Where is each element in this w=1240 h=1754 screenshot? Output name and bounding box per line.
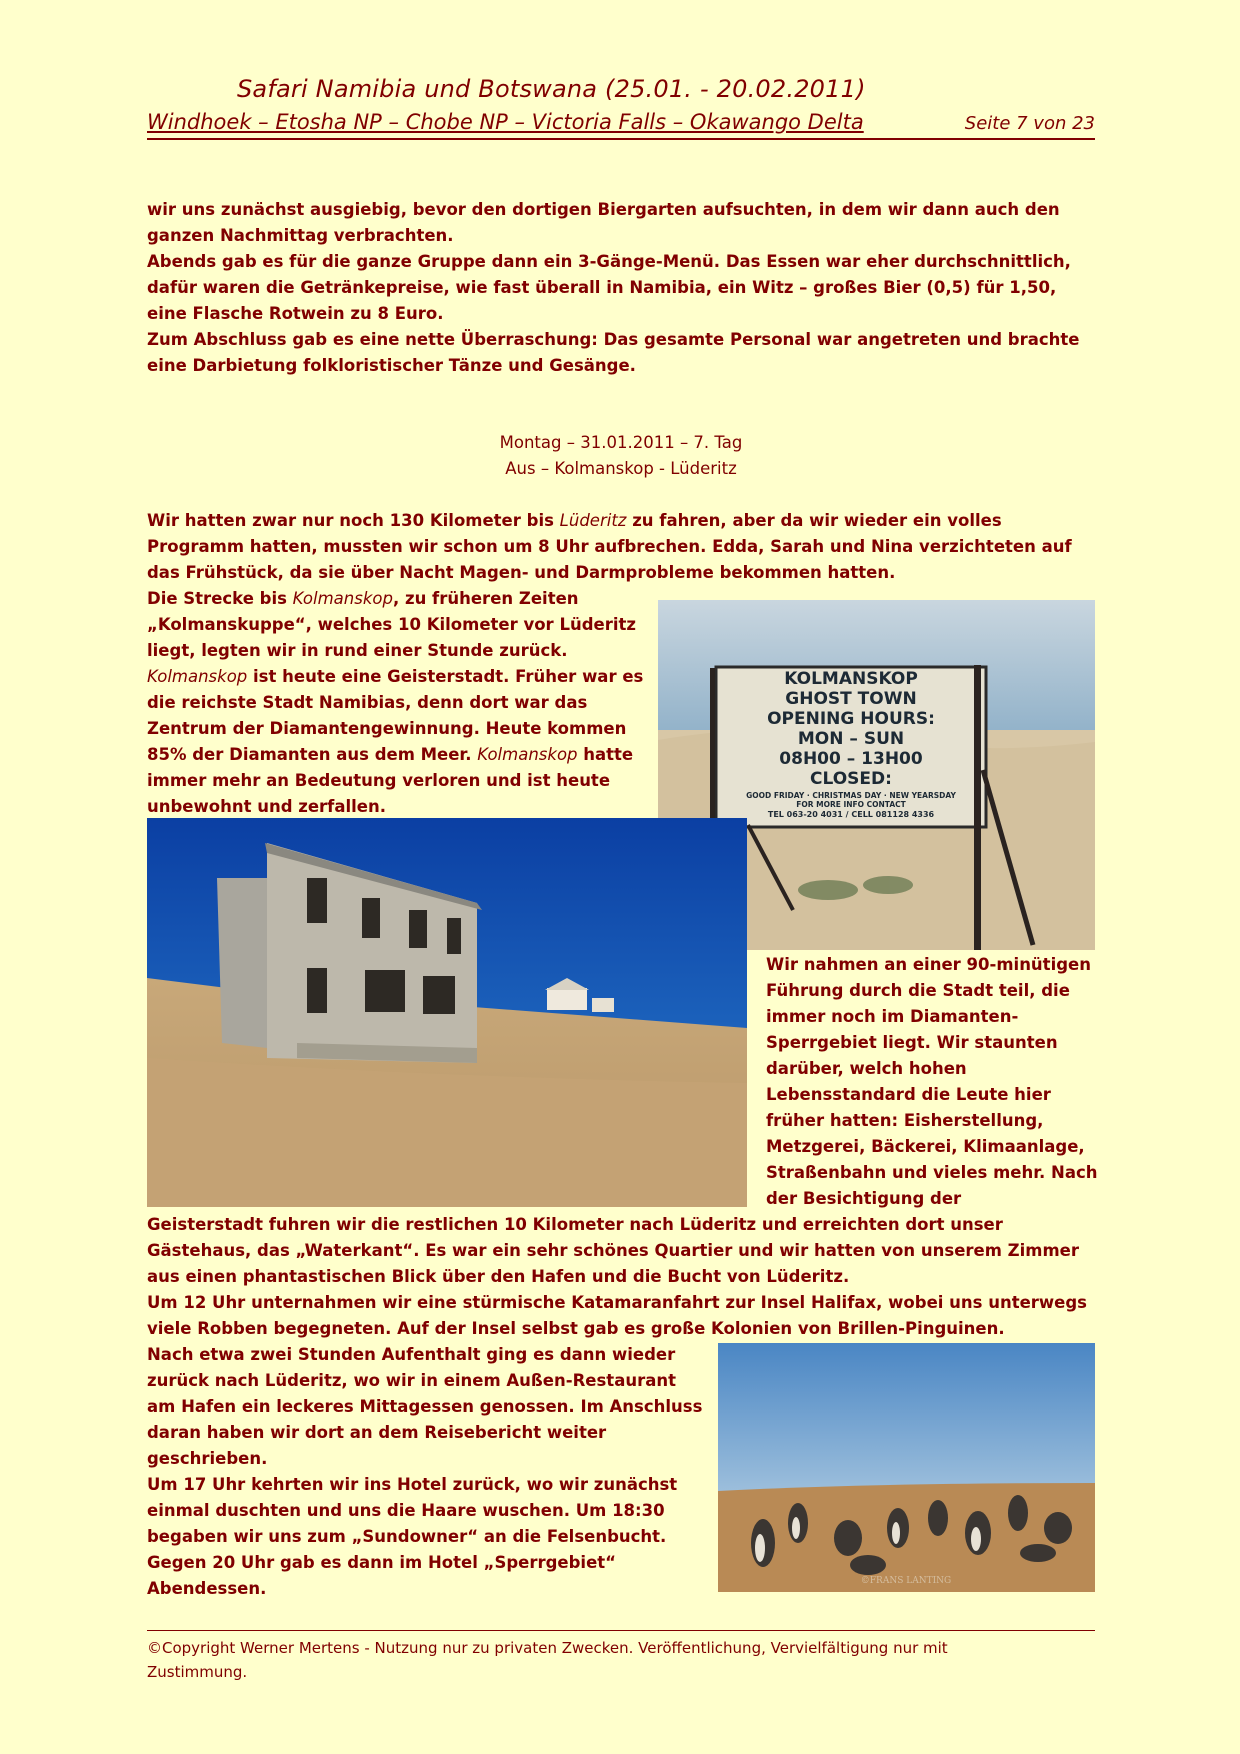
svg-text:KOLMANSKOP: KOLMANSKOP bbox=[784, 669, 918, 689]
paragraph: Um 17 Uhr kehrten wir ins Hotel zurück, wo wir zunächst einmal duschten und uns die Haare wuschen. Um 18:30 begaben wir uns zum „Sundowner“ an die Felsenbucht. Gegen 20 Uhr gab es dann im Hotel „Sperrgebiet“ Abendessen. bbox=[147, 1475, 678, 1598]
section-1-kolmanskop bbox=[147, 586, 647, 820]
ghost-town-house-photo bbox=[147, 818, 747, 1207]
penguin-colony-photo bbox=[718, 1343, 1095, 1592]
day-heading-route: Aus – Kolmanskop - Lüderitz bbox=[505, 459, 737, 478]
paragraph: Abends gab es für die ganze Gruppe dann ein 3-Gänge-Menü. Das Essen war eher durchschnittlich, dafür waren die Getränkepreise, wie fast überall in Namibia, ein Witz – großes Bier (0,5) für 1,50, eine Flasche Rotwein zu 8 Euro. bbox=[147, 252, 1071, 323]
paragraph: wir uns zunächst ausgiebig, bevor den dortigen Biergarten aufsuchten, in dem wir dann auch den ganzen Nachmittag verbrachten. bbox=[147, 200, 1060, 245]
paragraph: Zum Abschluss gab es eine nette Überraschung: Das gesamte Personal war angetreten und brachte eine Darbietung folkloristischer Tänze und Gesänge. bbox=[147, 330, 1080, 375]
day-heading-date: Montag – 31.01.2011 – 7. Tag bbox=[499, 433, 743, 452]
section-3-text bbox=[147, 1342, 707, 1602]
paragraph: Kolmanskop ist heute eine Geisterstadt. Früher war es die reichste Stadt Namibias, denn dort war das Zentrum der Diamantengewinnung. Heute kommen 85% der Diamanten aus dem Meer. Kolmanskop hatte immer mehr an Bedeutung verloren und ist heute unbewohnt und zerfallen. bbox=[147, 667, 644, 816]
paragraph: Wir hatten zwar nur noch 130 Kilometer bis Lüderitz zu fahren, aber da wir wieder ein volles Programm hatten, mussten wir schon um 8 Uhr aufbrechen. Edda, Sarah und Nina verzichteten auf das Frühstück, da sie über Nacht Magen- und Darmprobleme bekommen hatten. bbox=[147, 511, 1072, 582]
svg-text:©FRANS LANTING: ©FRANS LANTING bbox=[860, 1576, 952, 1586]
paragraph: Um 12 Uhr unternahmen wir eine stürmische Katamaranfahrt zur Insel Halifax, wobei uns unterwegs viele Robben begegneten. Auf der Insel selbst gab es große Kolonien von Brillen-Pinguinen. bbox=[147, 1293, 1087, 1338]
svg-text:OPENING HOURS:: OPENING HOURS: bbox=[767, 709, 935, 729]
section-2-side-text bbox=[766, 952, 1106, 1212]
paragraph: Nach etwa zwei Stunden Aufenthalt ging es dann wieder zurück nach Lüderitz, wo wir in einem Außen-Restaurant am Hafen ein leckeres Mittagessen genossen. Im Anschluss daran haben wir dort an dem Reisebericht weiter geschrieben. bbox=[147, 1345, 703, 1468]
section-2-text bbox=[147, 1212, 1097, 1342]
paragraph: Wir nahmen an einer 90-minütigen Führung durch die Stadt teil, die immer noch im Diamanten-Sperrgebiet liegt. Wir staunten darüber, welch hohen Lebensstandard die Leute hier früher hatten: Eisherstellung, Metzgerei, Bäckerei, Klimaanlage, Straßenbahn und vieles mehr. Nach der Besichtigung der bbox=[766, 955, 1098, 1208]
copyright-footer: ©Copyright Werner Mertens - Nutzung nur zu privaten Zwecken. Veröffentlichung, Vervielfältigung nur mit Zustimmung. bbox=[147, 1639, 948, 1681]
svg-text:GHOST TOWN: GHOST TOWN bbox=[785, 689, 917, 709]
page-number: Seite 7 von 23 bbox=[964, 113, 1095, 134]
svg-text:MON – SUN: MON – SUN bbox=[797, 729, 905, 749]
section-1-intro bbox=[147, 508, 1097, 586]
document-title: Safari Namibia und Botswana (25.01. - 20.02.2011) bbox=[237, 75, 866, 103]
svg-text:GOOD FRIDAY · CHRISTMAS DAY ·: GOOD FRIDAY · CHRISTMAS DAY · NEW YEARSDAY bbox=[746, 791, 956, 800]
intro-text bbox=[147, 197, 1097, 379]
svg-text:08H00 – 13H00: 08H00 – 13H00 bbox=[779, 749, 923, 769]
header-route-bar bbox=[147, 110, 1095, 140]
route-subtitle: Windhoek – Etosha NP – Chobe NP – Victoria Falls – Okawango Delta bbox=[147, 110, 864, 134]
house-photo-image bbox=[147, 818, 747, 1207]
paragraph: Die Strecke bis Kolmanskop, zu früheren Zeiten „Kolmanskuppe“, welches 10 Kilometer vor Lüderitz liegt, legten wir in rund einer Stunde zurück. bbox=[147, 589, 636, 660]
svg-text:TEL 063-20 4031 / CELL 081128: TEL 063-20 4031 / CELL 081128 4336 bbox=[767, 810, 935, 819]
penguin-photo-image bbox=[718, 1343, 1095, 1592]
footer-divider bbox=[147, 1630, 1095, 1631]
svg-text:CLOSED:: CLOSED: bbox=[810, 769, 892, 789]
day-heading bbox=[147, 430, 1095, 482]
svg-text:FOR MORE INFO CONTACT: FOR MORE INFO CONTACT bbox=[796, 800, 906, 809]
paragraph: Geisterstadt fuhren wir die restlichen 10 Kilometer nach Lüderitz und erreichten dort unser Gästehaus, das „Waterkant“. Es war ein sehr schönes Quartier und wir hatten von unserem Zimmer aus einen phantastischen Blick über den Hafen und die Bucht von Lüderitz. bbox=[147, 1215, 1079, 1286]
